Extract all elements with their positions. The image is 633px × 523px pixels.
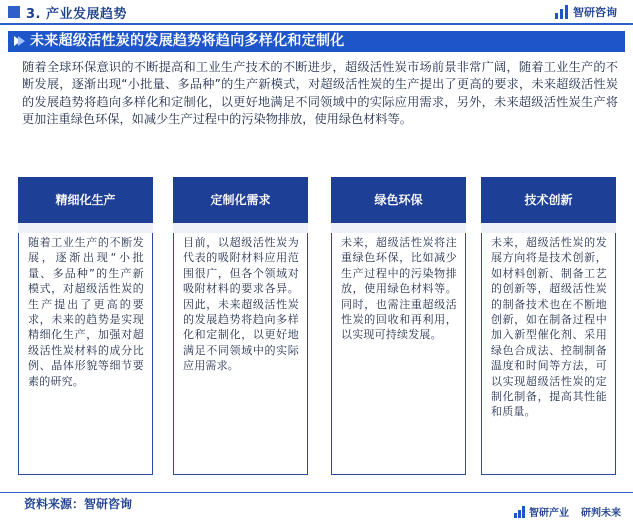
trend-card-customization [173, 177, 308, 475]
card-body: 未来，超级活性炭将注重绿色环保，比如减少生产过程中的污染物排放，使用绿色材料等。同时，也需注重超级活性炭的回收和再利用，以实现可持续发展。 [341, 236, 457, 342]
brand-logo-text: 智研咨询 [573, 6, 617, 19]
card-body: 随着工业生产的不断发展，逐渐出现“小批量、多品种”的生产新模式，对超级活性炭的生产提出了更高的要求，未来的趋势是实现精细化生产，加强对超级活性炭材料的成分比例、晶体形貌等细节要素的研究。 [28, 236, 144, 388]
page-header [0, 0, 633, 24]
card-header [18, 177, 153, 223]
card-header [481, 177, 616, 223]
bar-chart-logo-icon [514, 506, 526, 518]
banner-title: 未来超级活性炭的发展趋势将趋向多样化和定制化 [30, 33, 345, 49]
card-body: 目前，以超级活性炭为代表的吸附材料应用范围很广，但各个领域对吸附材料的要求各异。因此，未来超级活性炭的发展趋势将趋向多样化和定制化，以更好地满足不同领域中的实际应用需求。 [183, 236, 299, 373]
source-note: 资料来源：智研咨询 [24, 497, 133, 511]
arrow-accent-icon [18, 36, 25, 46]
footer-divider [0, 492, 633, 493]
brand-logo [555, 4, 617, 20]
card-title: 技术创新 [524, 193, 573, 207]
card-body: 未来，超级活性炭的发展方向将是技术创新，如材料创新、制备工艺的创新等，超级活性炭的制备技术也在不断地创新，如在制备过程中加入新型催化剂、采用绿色合成法、控制制备温度和时间等方法，可以实现超级活性炭的定制化制备，提高其性能和质量。 [491, 236, 607, 419]
card-title: 绿色环保 [374, 193, 423, 207]
trend-card-fine-production [18, 177, 153, 475]
card-title: 精细化生产 [55, 193, 116, 207]
footer-logo-right: 研判未来 [581, 508, 621, 519]
topic-banner [8, 31, 625, 52]
bar-chart-logo-icon [555, 5, 569, 19]
card-title: 定制化需求 [210, 193, 271, 207]
section-title: 3. 产业发展趋势 [26, 7, 128, 22]
section-marker-icon [8, 6, 20, 18]
footer-logo [514, 504, 621, 519]
card-header [173, 177, 308, 223]
card-header [331, 177, 466, 223]
intro-paragraph: 随着全球环保意识的不断提高和工业生产技术的不断进步，超级活性炭市场前景非常广阔，随着工业生产的不断发展，逐渐出现“小批量、多品种”的生产新模式，对超级活性炭的生产提出了更高的要求，未来超级活性炭的发展趋势将趋向多样化和定制化，以更好地满足不同领域中的实际应用需求，另外，未来超级活性炭生产将更加注重绿色环保，如减少生产过程中的污染物排放，使用绿色材料等。 [22, 60, 618, 127]
trend-card-green [331, 177, 466, 475]
trend-card-innovation [481, 177, 616, 475]
footer-logo-left: 智研产业 [529, 508, 569, 519]
header-divider [0, 23, 633, 25]
